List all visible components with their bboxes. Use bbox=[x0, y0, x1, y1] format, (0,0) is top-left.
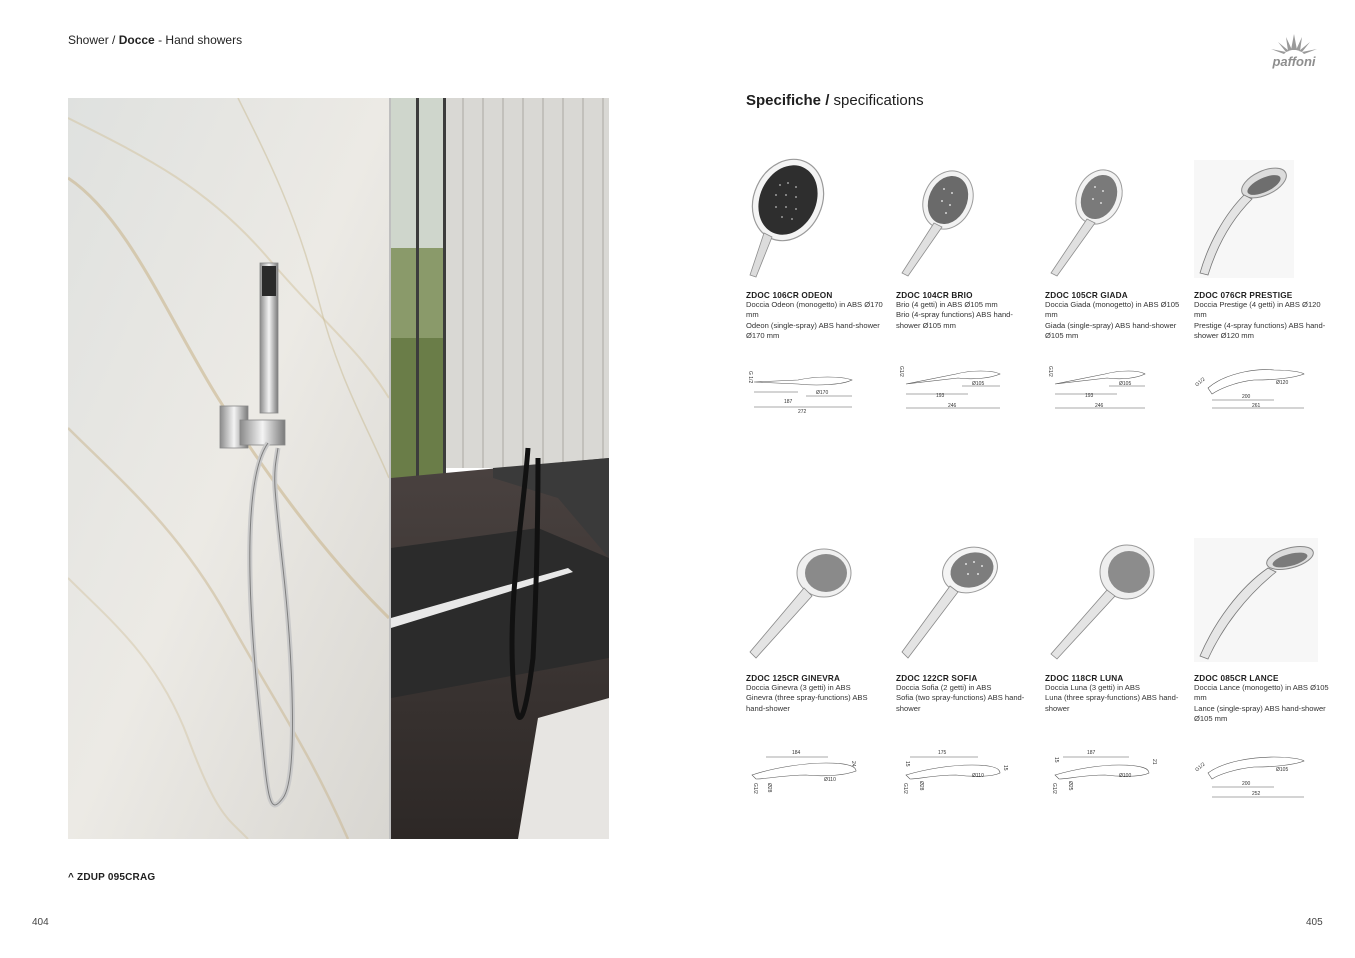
product-desc-en: Prestige (4-spray functions) ABS hand-shower Ø120 mm bbox=[1194, 320, 1326, 341]
dim-thread: G 1/2 bbox=[747, 371, 753, 384]
hand-shower-image bbox=[1194, 155, 1334, 285]
hand-shower-image bbox=[896, 538, 1036, 668]
product-code: ZDOC 105CR GIADA bbox=[1045, 291, 1128, 300]
technical-drawing bbox=[746, 360, 866, 415]
dim-length: 187 bbox=[1087, 750, 1096, 756]
product-code: ZDOC 085CR LANCE bbox=[1194, 674, 1279, 683]
technical-drawing bbox=[896, 360, 1016, 415]
dim-thread: G1/2 bbox=[898, 366, 904, 377]
technical-drawing bbox=[896, 745, 1016, 800]
specs-title-rest: specifications bbox=[829, 92, 924, 109]
page-number-right: 405 bbox=[1306, 917, 1323, 928]
product-code: ZDOC 125CR GINEVRA bbox=[746, 674, 841, 683]
product-desc-it: Doccia Lance (monogetto) in ABS Ø105 mm bbox=[1194, 683, 1329, 703]
dim-length: 200 bbox=[1242, 781, 1251, 787]
product-code: ZDOC 106CR ODEON bbox=[746, 291, 833, 300]
product-desc-en: Giada (single-spray) ABS hand-shower Ø105 mm bbox=[1045, 320, 1177, 341]
dim-diameter: Ø110 bbox=[972, 773, 984, 779]
dim-length: 193 bbox=[936, 393, 945, 399]
breadcrumb-hand-showers: - Hand showers bbox=[154, 33, 243, 47]
hand-shower-image bbox=[1045, 538, 1185, 668]
product-code: ZDOC 076CR PRESTIGE bbox=[1194, 291, 1293, 300]
dim-diameter-hose: Ø28 bbox=[918, 781, 924, 791]
dim-thread: G1/2 bbox=[902, 783, 908, 794]
dim-total-length: 252 bbox=[1252, 791, 1261, 797]
breadcrumb-shower: Shower / bbox=[68, 33, 119, 47]
product-desc-en: Sofia (two spray-functions) ABS hand-shower bbox=[896, 693, 1025, 713]
dim-total-length: 272 bbox=[798, 409, 807, 415]
technical-drawing bbox=[1194, 745, 1314, 800]
dim-total-length: 261 bbox=[1252, 403, 1261, 409]
product-card bbox=[896, 155, 1036, 331]
dim-height: 24 bbox=[850, 761, 856, 767]
dim-height-right: 15 bbox=[1002, 765, 1008, 771]
dim-diameter-hose: Ø28 bbox=[766, 783, 772, 793]
technical-drawing bbox=[1045, 360, 1165, 415]
dim-length: 184 bbox=[792, 750, 801, 756]
dim-diameter: Ø120 bbox=[1276, 380, 1289, 386]
product-desc-en: Brio (4-spray functions) ABS hand-shower Ø105 mm bbox=[896, 310, 1013, 330]
breadcrumb bbox=[68, 33, 242, 47]
product-card bbox=[1045, 155, 1185, 342]
dim-height-left: 15 bbox=[1053, 757, 1059, 763]
product-desc-it: Doccia Giada (monogetto) in ABS Ø105 mm bbox=[1045, 300, 1180, 320]
brand-logo bbox=[1262, 30, 1326, 70]
dim-height-right: 21 bbox=[1151, 759, 1157, 765]
product-card bbox=[1194, 155, 1334, 342]
product-card bbox=[1194, 538, 1334, 725]
dim-length: 187 bbox=[784, 399, 793, 405]
paffoni-logo-icon bbox=[1262, 30, 1326, 70]
technical-drawing bbox=[746, 745, 866, 800]
technical-drawing bbox=[1045, 745, 1165, 800]
dim-thread: G1/2 bbox=[1194, 761, 1207, 774]
dim-diameter: Ø100 bbox=[1119, 773, 1132, 779]
dim-thread: G1/2 bbox=[1047, 366, 1053, 377]
product-desc-it: Doccia Prestige (4 getti) in ABS Ø120 mm bbox=[1194, 300, 1321, 320]
product-card bbox=[1045, 538, 1185, 714]
brand-name: paffoni bbox=[1272, 54, 1316, 69]
product-code: ZDOC 122CR SOFIA bbox=[896, 674, 978, 683]
hand-shower-image bbox=[1045, 155, 1185, 285]
photo-caption: ^ ZDUP 095CRAG bbox=[68, 872, 156, 883]
product-desc-it: Doccia Odeon (monogetto) in ABS Ø170 mm bbox=[746, 300, 883, 320]
product-card bbox=[746, 538, 886, 714]
hand-shower-image bbox=[746, 538, 886, 668]
page-number-left: 404 bbox=[32, 917, 49, 928]
product-desc-it: Doccia Sofia (2 getti) in ABS bbox=[896, 683, 992, 692]
hand-shower-image bbox=[896, 155, 1036, 285]
product-code: ZDOC 104CR BRIO bbox=[896, 291, 973, 300]
dim-thread: G1/2 bbox=[1194, 376, 1207, 389]
dim-height-left: 15 bbox=[904, 761, 910, 767]
dim-thread: G1/2 bbox=[752, 783, 758, 794]
product-desc-en: Odeon (single-spray) ABS hand-shower Ø170 mm bbox=[746, 320, 880, 341]
product-desc-it: Doccia Luna (3 getti) in ABS bbox=[1045, 683, 1140, 692]
dim-length: 200 bbox=[1242, 394, 1251, 400]
hand-shower-image bbox=[1194, 538, 1334, 668]
product-photo bbox=[68, 98, 609, 839]
dim-total-length: 246 bbox=[948, 403, 957, 409]
dim-thread: G1/2 bbox=[1051, 783, 1057, 794]
dim-length: 193 bbox=[1085, 393, 1094, 399]
specs-title-bold: Specifiche / bbox=[746, 92, 830, 109]
dim-diameter: Ø105 bbox=[1276, 767, 1289, 773]
dim-diameter: Ø105 bbox=[1119, 381, 1132, 387]
dim-diameter: Ø170 bbox=[816, 390, 829, 396]
product-desc-en: Luna (three spray-functions) ABS hand-shower bbox=[1045, 693, 1179, 713]
dim-diameter: Ø110 bbox=[824, 777, 836, 783]
product-code: ZDOC 118CR LUNA bbox=[1045, 674, 1124, 683]
specs-title bbox=[746, 92, 924, 109]
technical-drawing bbox=[1194, 360, 1314, 415]
dim-diameter: Ø105 bbox=[972, 381, 985, 387]
product-card bbox=[746, 155, 886, 342]
dim-diameter-hose: Ø25 bbox=[1067, 781, 1073, 791]
dim-total-length: 246 bbox=[1095, 403, 1104, 409]
product-card bbox=[896, 538, 1036, 714]
product-desc-en: Lance (single-spray) ABS hand-shower Ø105 mm bbox=[1194, 703, 1326, 724]
product-desc-it: Doccia Ginevra (3 getti) in ABS bbox=[746, 683, 851, 692]
hand-shower-image bbox=[746, 155, 886, 285]
product-desc-en: Ginevra (three spray-functions) ABS hand-shower bbox=[746, 693, 868, 713]
dim-length: 175 bbox=[938, 750, 947, 756]
breadcrumb-docce: Docce bbox=[118, 33, 155, 47]
product-desc-it: Brio (4 getti) in ABS Ø105 mm bbox=[896, 300, 998, 309]
